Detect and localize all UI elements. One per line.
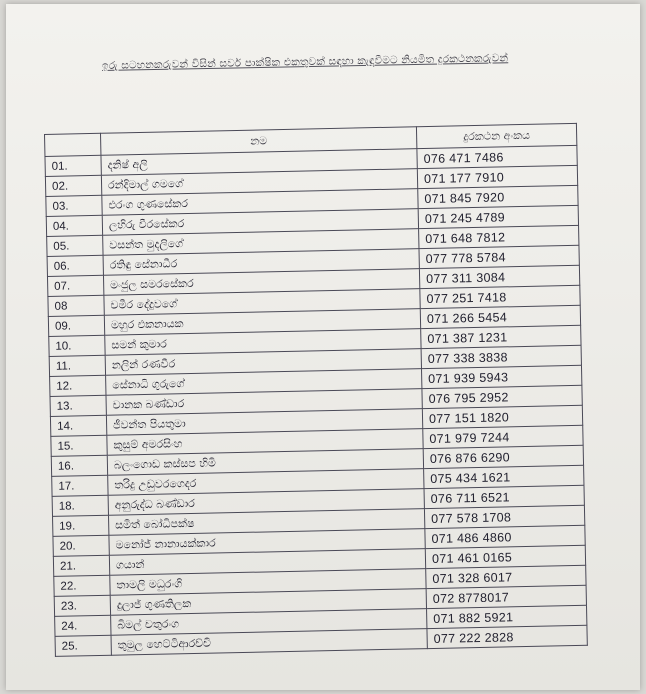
row-name: මහුර එකනායක [104,309,420,336]
row-phone: 076 471 7486 [417,145,577,168]
row-phone: 071 939 5943 [421,365,581,388]
row-number: 18. [52,495,108,516]
header-number [45,133,101,156]
row-name: තරිදු උඩුවරගෙදර [108,469,424,496]
row-phone: 077 778 5784 [419,245,579,268]
row-name: බලංගොඩ කස්සප හිමි [107,449,423,476]
row-number: 20. [53,535,109,556]
row-number: 12. [50,375,106,396]
row-name: රතිඳු සේනාධීර [103,249,419,276]
document-page [6,4,640,690]
row-name: චානක බණ්ඩාර [106,389,422,416]
row-phone: 075 434 1621 [424,465,584,488]
row-name: මනෝජ් නානායක්කාර [109,529,425,556]
row-number: 23. [54,595,110,616]
row-number: 24. [55,615,111,636]
row-number: 05. [47,235,103,256]
row-number: 10. [49,335,105,356]
row-phone: 072 8778017 [426,585,586,608]
row-name: වසන්ත මුදලිගේ [103,229,419,256]
contact-table [44,123,588,657]
row-number: 09. [48,315,104,336]
row-phone: 071 648 7812 [419,225,579,248]
row-phone: 077 222 2828 [427,625,587,648]
row-name: මංජුල සමරසේකර [103,269,419,296]
row-number: 04. [46,215,102,236]
row-name: චමීර දේදුවගේ [104,289,420,316]
row-name: ලහිරු වීරසේකර [102,209,418,236]
row-phone: 071 266 5454 [420,305,580,328]
row-number: 01. [45,155,101,176]
row-name: බිමල් චතුරංග [111,609,427,636]
row-number: 22. [54,575,110,596]
row-phone: 071 387 1231 [421,325,581,348]
row-name: දනිෂ් අලි [101,149,417,176]
row-name: ගයාන් [109,549,425,576]
row-number: 25. [55,635,111,656]
row-number: 02. [45,175,101,196]
row-phone: 077 338 3838 [421,345,581,368]
row-name: සමන් කුමාර [105,329,421,356]
row-name: අනුරුද්ධ බණ්ඩාර [108,489,424,516]
row-number: 16. [51,455,107,476]
header-name: නම [100,127,416,156]
row-phone: 077 151 1820 [422,405,582,428]
row-phone: 077 578 1708 [424,505,584,528]
row-phone: 077 311 3084 [419,265,579,288]
table-body [45,145,587,656]
row-number: 03. [46,195,102,216]
row-number: 17. [52,475,108,496]
row-number: 19. [53,515,109,536]
row-number: 14. [50,415,106,436]
row-phone: 076 711 6521 [424,485,584,508]
row-phone: 071 979 7244 [423,425,583,448]
document-heading: ඉරු සටහනකරුවන් විසින් සර්ව පාක්ෂික එකතුවක් සඳහා කැඳවීමට නියමිත දුරකථනකරුවන් [101,52,509,72]
row-name: තුමුල හෙට්ටිආරච්චි [111,629,427,656]
row-phone: 071 245 4789 [418,205,578,228]
row-name: කුසුම් අමරසිංහ [107,429,423,456]
row-phone: 076 795 2952 [422,385,582,408]
row-number: 11. [49,355,105,376]
row-name: නලින් රණවීර [105,349,421,376]
row-name: ජීවන්ත පියතුමා [106,409,422,436]
row-number: 06. [47,255,103,276]
row-number: 08 [48,295,104,316]
row-number: 07. [47,275,103,296]
row-phone: 071 461 0165 [425,545,585,568]
row-name: රන්දිමාල් ගමගේ [101,169,417,196]
row-phone: 077 251 7418 [420,285,580,308]
row-phone: 076 876 6290 [423,445,583,468]
header-phone: දුරකථන අංකය [416,123,576,148]
row-name: තාමලි මධුරංගි [110,569,426,596]
row-name: සේනාධි ගුරුගේ [106,369,422,396]
row-phone: 071 486 4860 [425,525,585,548]
contact-table-wrapper [44,123,588,657]
row-name: එරංග ගුණසේකර [102,189,418,216]
row-phone: 071 177 7910 [417,165,577,188]
row-name: දුලාජ් ගුණතිලක [110,589,426,616]
row-phone: 071 328 6017 [426,565,586,588]
row-phone: 071 882 5921 [427,605,587,628]
row-number: 21. [53,555,109,576]
row-number: 13. [50,395,106,416]
row-phone: 071 845 7920 [418,185,578,208]
row-name: සමිත් බෝධිපක්ෂ [108,509,424,536]
row-number: 15. [51,435,107,456]
